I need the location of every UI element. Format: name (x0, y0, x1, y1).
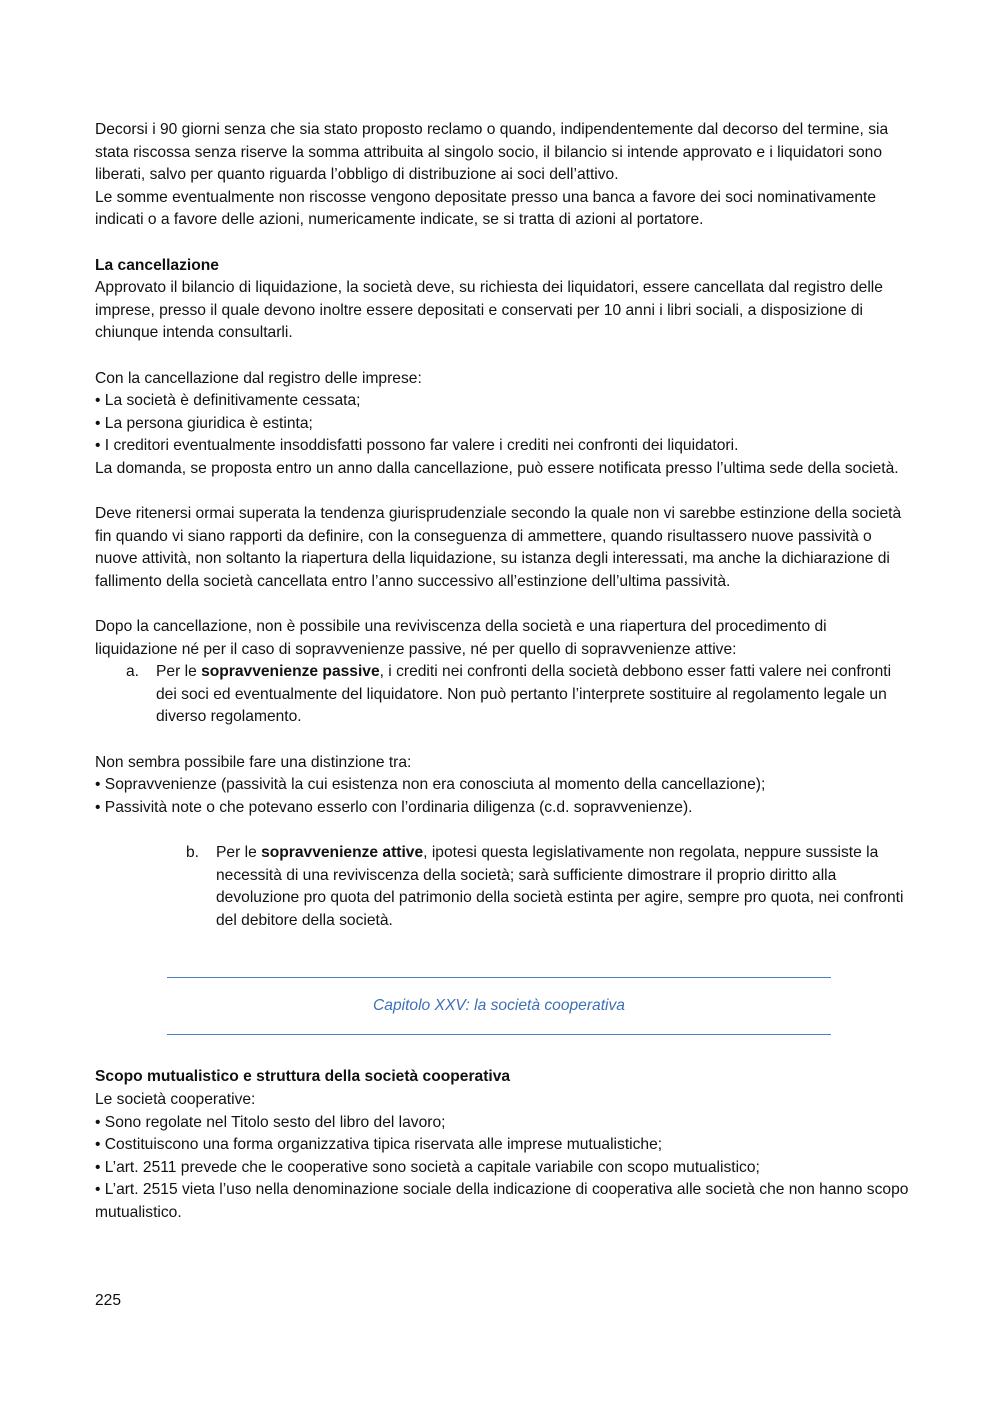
ordered-list-a (95, 661, 910, 729)
item-bold-term: sopravvenienze passive (201, 663, 380, 681)
bullet-item: • I creditori eventualmente insoddisfatti possono far valere i crediti nei confronti dei liquidatori. (95, 437, 739, 455)
item-bold-term: sopravvenienze attive (261, 844, 424, 861)
ordered-list-b (95, 842, 910, 932)
heading-scopo: Scopo mutualistico e struttura della società cooperativa (95, 1068, 511, 1086)
paragraph-jurisprudence: Deve ritenersi ormai superata la tendenza giurisprudenziale secondo la quale non vi sarebbe estinzione della società fin quando vi siano rapporti da definire, con la conseguenza di ammettere, quando risultassero nuove passività o nuove attività, non soltanto la riapertura della liquidazione, su istanza degli interessati, ma anche la dichiarazione di fallimento della società cancellata entro l’anno successivo all’estinzione dell’ultima passività. (95, 505, 902, 590)
paragraph-unclaimed-sums: Le somme eventualmente non riscosse vengono depositate presso una banca a favore dei soci nominativamente indicati o a favore delle azioni, numericamente indicate, se si tratta di azioni al portatore. (95, 188, 877, 229)
bullet-item: • Sono regolate nel Titolo sesto del libro del lavoro; (95, 1113, 446, 1131)
bullet-item: • La persona giuridica è estinta; (95, 414, 313, 432)
item-prefix: Per le (216, 844, 262, 861)
item-text: , i crediti nei confronti della società debbono esser fatti valere nei confronti dei soci ed eventualmente del liquidatore. Non può pertanto l’interprete sostituire al regolamento legale un diverso regolamento. (156, 663, 892, 726)
page-content (95, 119, 910, 1225)
heading-cancellazione: La cancellazione (95, 256, 219, 274)
page-number: 225 (95, 1292, 122, 1309)
bullet-item: • Sopravvenienze (passività la cui esistenza non era conosciuta al momento della cancellazione); (95, 776, 766, 794)
paragraph-no-revival: Dopo la cancellazione, non è possibile una reviviscenza della società e una riapertura del procedimento di liquidazione né per il caso di sopravvenienze passive, né per quello di sopravvenienze attive: (95, 618, 827, 658)
paragraph-cooperative-intro: Le società cooperative: (95, 1090, 256, 1108)
chapter-title-box (167, 977, 831, 1035)
list-marker: b. (186, 844, 200, 861)
paragraph-cancellazione: Approvato il bilancio di liquidazione, la società deve, su richiesta dei liquidatori, essere cancellata dal registro delle imprese, presso il quale devono inoltre essere depositati e conservati per 10 anni i libri sociali, a disposizione di chiunque intenda consultarli. (95, 279, 883, 342)
bullet-item: • La società è definitivamente cessata; (95, 392, 361, 410)
bullet-item: • L’art. 2515 vieta l’uso nella denominazione sociale della indicazione di cooperativa alle società che non hanno scopo mutualistico. (95, 1181, 909, 1221)
bullet-item: • Costituiscono una forma organizzativa tipica riservata alle imprese mutualistiche; (95, 1136, 663, 1154)
paragraph-notification: La domanda, se proposta entro un anno dalla cancellazione, può essere notificata presso l’ultima sede della società. (95, 459, 899, 477)
list-item-a (126, 661, 910, 729)
paragraph-effects-intro: Con la cancellazione dal registro delle imprese: (95, 369, 422, 387)
paragraph-distinction: Non sembra possibile fare una distinzione tra: (95, 753, 412, 771)
chapter-title: Capitolo XXV: la società cooperativa (373, 997, 625, 1015)
bullet-item: • L’art. 2511 prevede che le cooperative sono società a capitale variabile con scopo mutualistico; (95, 1158, 760, 1176)
item-prefix: Per le (156, 663, 202, 681)
list-item-b (186, 842, 910, 932)
paragraph-approval: Decorsi i 90 giorni senza che sia stato proposto reclamo o quando, indipendentemente dal decorso del termine, sia stata riscossa senza riserve la somma attribuita al singolo socio, il bilancio si intende approvato e i liquidatori sono liberati, salvo per quanto riguarda l’obbligo di distribuzione ai soci dell’attivo. (95, 121, 889, 184)
bullet-item: • Passività note o che potevano esserlo con l’ordinaria diligenza (c.d. sopravvenienze). (95, 798, 693, 816)
item-text: , ipotesi questa legislativamente non regolata, neppure sussiste la necessità di una reviviscenza della società; sarà sufficiente dimostrare il proprio diritto alla devoluzione pro quota del patrimonio della società estinta per agire, sempre pro quota, nei confronti del debitore della società. (216, 844, 904, 929)
list-marker: a. (126, 663, 140, 681)
